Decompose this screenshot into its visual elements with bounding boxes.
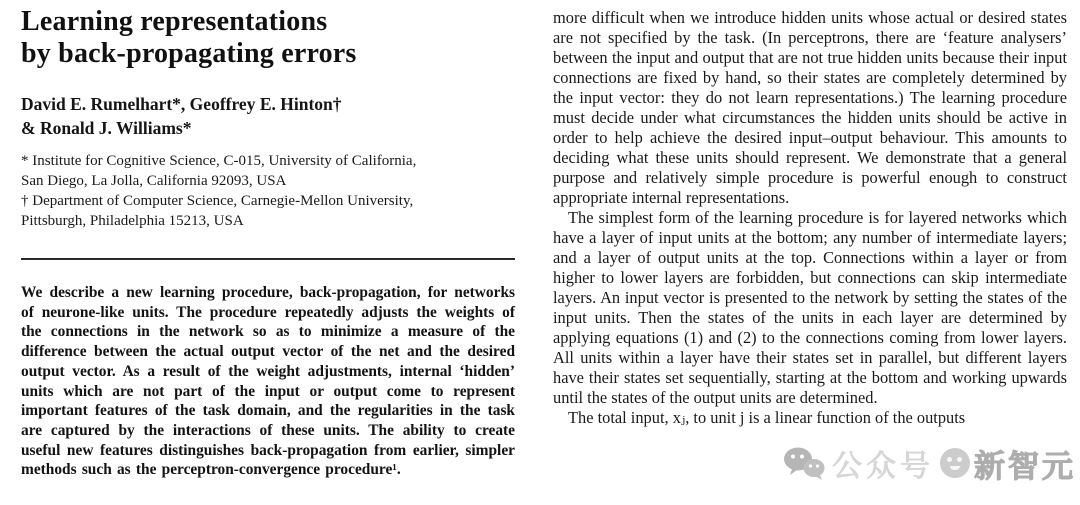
paper-title: [21, 6, 357, 70]
body-paragraph-2: The simplest form of the learning procedure is for layered networks which have a layer of input units at the bottom; any number of intermediate layers; and a layer of output units at the top. Connections within a layer or from higher to lower layers are forbidden, but connections can skip intermediate layers. An input vector is presented to the network by setting the states of the input units. Then the states of the units in each layer are determined by applying equations (1) and (2) to the connections coming from lower layers. All units within a layer have their states set in parallel, but different layers have their states set sequentially, starting at the bottom and working upwards until the states of the output units are determined.: [553, 208, 1067, 407]
wechat-icon: [782, 445, 826, 481]
abstract-divider-rule: [21, 258, 515, 260]
watermark-brand: 新智元: [974, 448, 1076, 484]
affiliation-block: [21, 151, 416, 231]
title-line-1: Learning representations: [21, 6, 328, 37]
affiliation-line: Pittsburgh, Philadelphia 15213, USA: [21, 213, 244, 229]
author-line-2: & Ronald J. Williams*: [21, 118, 192, 138]
right-column: [553, 8, 1067, 428]
xinzhiyuan-logo-icon: [940, 448, 970, 478]
watermark: [782, 443, 1076, 483]
abstract-paragraph: We describe a new learning procedure, back-propagation, for networks of neurone-like units. The procedure repeatedly adjusts the weights of the connections in the network so as to minimize a measure of the difference between the actual output vector of the net and the desired output vector. As a result of the weight adjustments, internal ‘hidden’ units which are not part of the input or output come to represent important features of the task domain, and the regularities in the task are captured by the interactions of these units. The ability to create useful new features distinguishes back-propagation from earlier, simpler methods such as the perceptron-convergence procedure¹.: [21, 284, 515, 479]
watermark-label: 公众号: [832, 450, 934, 483]
author-block: [21, 92, 342, 140]
body-paragraph-3-clipped: The total input, xⱼ, to unit j is a linear function of the outputs: [568, 408, 966, 427]
affiliation-line: † Department of Computer Science, Carnegie-Mellon University,: [21, 193, 414, 209]
affiliation-line: San Diego, La Jolla, California 92093, USA: [21, 173, 287, 189]
body-paragraph-1: more difficult when we introduce hidden units whose actual or desired states are not specified by the task. (In perceptrons, there are ‘feature analysers’ between the input and output that are not true hidden units because their input connections are fixed by hand, so their states are completely determined by the input vector: they do not learn representations.) The learning procedure must decide under what circumstances the hidden units should be active in order to help achieve the desired input–output behaviour. This amounts to deciding what these units should represent. We demonstrate that a general purpose and relatively simple procedure is powerful enough to construct appropriate internal representations.: [553, 8, 1067, 207]
affiliation-line: * Institute for Cognitive Science, C-015, University of California,: [21, 153, 417, 169]
title-line-2: by back-propagating errors: [21, 38, 357, 69]
author-line-1: David E. Rumelhart*, Geoffrey E. Hinton†: [21, 94, 342, 114]
